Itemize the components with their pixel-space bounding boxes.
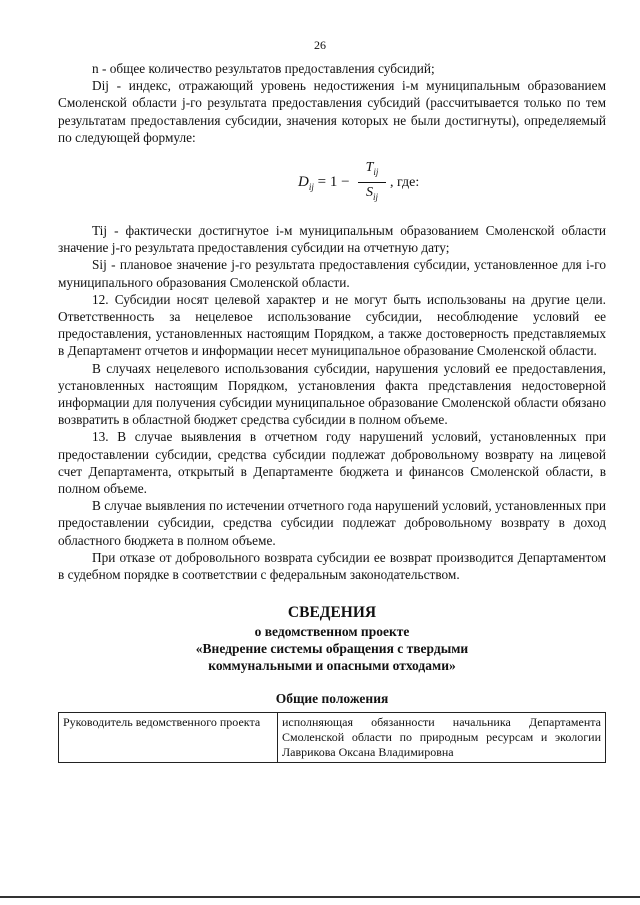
bottom-scan-edge	[0, 896, 640, 898]
table-cell-label: Руководитель ведомственного проекта	[59, 713, 278, 763]
document-body	[58, 60, 606, 763]
subsection-heading: Общие положения	[275, 691, 389, 707]
page-number: 26	[314, 38, 326, 52]
formula	[58, 158, 606, 206]
general-provisions-table	[58, 712, 606, 763]
formula-fraction	[358, 158, 386, 207]
section-title: СВЕДЕНИЯ	[287, 604, 377, 622]
section-subtitle-line: «Внедрение системы обращения с твердыми	[195, 641, 469, 657]
paragraph: Dij - индекс, отражающий уровень недостижения i-м муниципальным образованием Смоленской области j-го результата предоставления субсидий (рассчитывается только по тем результатам предоставления субсидии, значения которых не были достигнуты), определяемый по следующей формуле:	[58, 78, 606, 145]
paragraph: 13. В случае выявления в отчетном году нарушений условий, установленных при предоставлении субсидии, средства субсидии подлежат добровольному возврату на лицевой счет Департамента, открытый в Департаменте бюджета и финансов Смоленской области, в полном объеме.	[58, 429, 606, 497]
table-cell-value: исполняющая обязанности начальника Департамента Смоленской области по природным ресурсам и экологии Лаврикова Оксана Владимировна	[278, 713, 606, 763]
section-subtitle-line: коммунальными и опасными отходами»	[208, 658, 456, 674]
paragraph: n - общее количество результатов предоставления субсидий;	[92, 61, 435, 76]
formula-denominator: $S_{ij}$	[365, 184, 378, 202]
paragraph: При отказе от добровольного возврата субсидии ее возврат производится Департаментом в судебном порядке в соответствии с федеральным законодательством.	[58, 549, 606, 583]
paragraph: 12. Субсидии носят целевой характер и не могут быть использованы на другие цели. Ответственность за нецелевое использование субсидии, несоблюдение условий ее предоставления, установленных настоящим Порядком, а также достоверность представляемых в Департамент отчетов и информации несет муниципальное образование Смоленской области.	[58, 291, 606, 359]
table-row	[59, 713, 606, 763]
formula-tail: , где:	[390, 175, 420, 191]
section-subtitle-line: о ведомственном проекте	[254, 624, 410, 640]
paragraph: В случаях нецелевого использования субсидии, нарушения условий ее предоставления, установленных настоящим Порядком, установления факта представления недостоверной информации для получения субсидии муниципальное образование Смоленской области обязано возвратить в областной бюджет средства субсидии в полном объеме.	[58, 360, 606, 428]
formula-lhs: $D_{ij} = 1$ −	[298, 174, 350, 193]
paragraph: В случае выявления по истечении отчетного года нарушений условий, установленных при предоставлении субсидии, средства субсидии подлежат добровольному возврату в доход областного бюджета в полном объеме.	[58, 498, 606, 548]
paragraph: Sij - плановое значение j-го результата предоставления субсидии, установленное для i-го муниципального образования Смоленской области.	[58, 257, 606, 290]
paragraph: Tij - фактически достигнутое i-м муниципальным образованием Смоленской области значение j-го результата предоставления субсидии на отчетную дату;	[58, 223, 606, 256]
formula-numerator: $T_{ij}$	[358, 158, 386, 183]
